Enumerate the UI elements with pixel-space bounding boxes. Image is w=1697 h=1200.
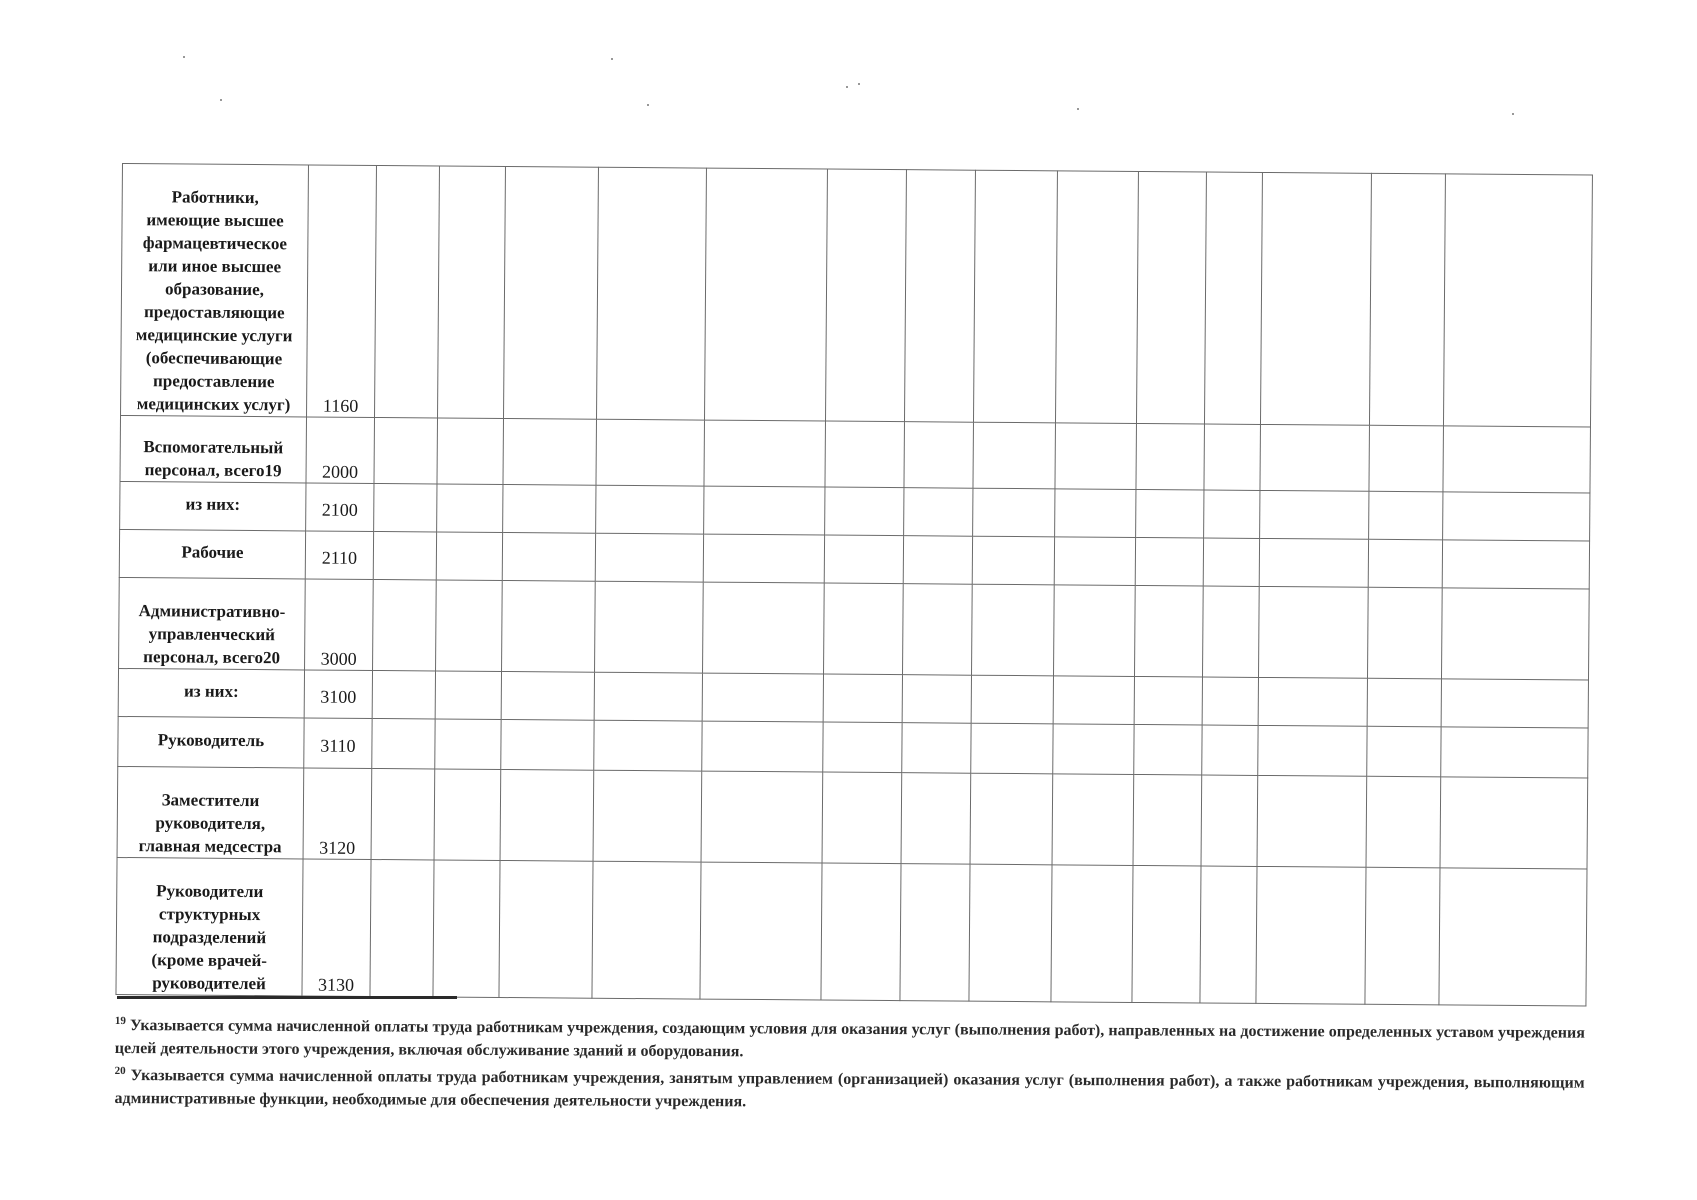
footnote-separator bbox=[117, 996, 457, 999]
row-name-cell: Руководители структурных подразделений (кроме врачей- руководителей bbox=[116, 857, 303, 995]
empty-cell bbox=[1136, 423, 1205, 490]
empty-cell bbox=[1256, 866, 1366, 1004]
empty-cell bbox=[1441, 679, 1588, 728]
empty-cell bbox=[823, 722, 902, 773]
empty-cell bbox=[903, 536, 972, 585]
empty-cell bbox=[597, 167, 707, 420]
empty-cell bbox=[904, 170, 975, 423]
empty-cell bbox=[972, 584, 1055, 676]
empty-cell bbox=[825, 421, 905, 488]
empty-cell bbox=[901, 773, 971, 865]
empty-cell bbox=[970, 773, 1053, 865]
empty-cell bbox=[825, 169, 906, 422]
row-name-cell: Рабочие bbox=[119, 529, 305, 578]
empty-cell bbox=[1204, 172, 1262, 424]
empty-cell bbox=[1260, 424, 1370, 491]
row-name-cell: Вспомогательный персонал, всего19 bbox=[120, 415, 307, 482]
empty-cell bbox=[700, 862, 822, 1000]
empty-cell bbox=[1367, 678, 1441, 727]
empty-cell bbox=[373, 531, 436, 579]
empty-cell bbox=[375, 165, 440, 417]
empty-cell bbox=[1367, 587, 1442, 679]
empty-cell bbox=[824, 535, 903, 584]
empty-cell bbox=[500, 769, 594, 861]
footnote-19 bbox=[115, 1010, 1585, 1068]
empty-cell bbox=[1443, 426, 1591, 493]
staff-table-container bbox=[115, 163, 1591, 1007]
empty-cell bbox=[904, 488, 973, 537]
empty-cell bbox=[437, 418, 504, 485]
empty-cell bbox=[902, 675, 971, 724]
empty-cell bbox=[704, 168, 827, 421]
empty-cell bbox=[1134, 585, 1203, 677]
row-name-cell: Руководитель bbox=[118, 716, 304, 767]
empty-cell bbox=[1260, 172, 1371, 425]
empty-cell bbox=[704, 486, 825, 535]
empty-cell bbox=[593, 770, 702, 862]
empty-cell bbox=[704, 420, 826, 487]
table-row bbox=[120, 415, 1590, 493]
footnotes bbox=[114, 1010, 1585, 1118]
empty-cell bbox=[370, 859, 434, 996]
scan-speck bbox=[858, 83, 860, 85]
empty-cell bbox=[973, 422, 1056, 489]
empty-cell bbox=[433, 860, 500, 998]
row-code-cell: 3000 bbox=[305, 579, 374, 671]
empty-cell bbox=[1441, 727, 1588, 778]
footnote-20-mark: 20 bbox=[114, 1064, 126, 1078]
row-name-cell: Заместители руководителя, главная медсестра bbox=[117, 766, 304, 858]
empty-cell bbox=[1442, 540, 1589, 589]
empty-cell bbox=[1133, 774, 1202, 866]
empty-cell bbox=[503, 419, 597, 486]
staff-table bbox=[115, 163, 1592, 1007]
empty-cell bbox=[1053, 724, 1134, 775]
scan-speck bbox=[220, 99, 222, 101]
empty-cell bbox=[703, 582, 825, 674]
table-row bbox=[119, 577, 1590, 680]
empty-cell bbox=[596, 485, 704, 534]
empty-cell bbox=[1204, 424, 1261, 490]
empty-cell bbox=[904, 422, 974, 489]
empty-cell bbox=[1258, 725, 1367, 776]
empty-cell bbox=[1051, 865, 1133, 1003]
empty-cell bbox=[703, 534, 824, 583]
empty-cell bbox=[1055, 423, 1137, 490]
empty-cell bbox=[595, 533, 703, 582]
empty-cell bbox=[701, 771, 823, 863]
footnote-20 bbox=[114, 1060, 1584, 1118]
row-code-cell: 1160 bbox=[307, 165, 377, 418]
empty-cell bbox=[823, 674, 902, 723]
empty-cell bbox=[1258, 677, 1367, 726]
empty-cell bbox=[1052, 774, 1134, 866]
row-code-cell: 2110 bbox=[305, 531, 373, 580]
empty-cell bbox=[973, 488, 1055, 537]
empty-cell bbox=[503, 485, 596, 534]
scan-speck bbox=[647, 104, 649, 106]
table-row bbox=[121, 164, 1593, 428]
row-code-cell: 3110 bbox=[304, 718, 372, 769]
empty-cell bbox=[502, 580, 596, 672]
empty-cell bbox=[1439, 868, 1587, 1006]
empty-cell bbox=[435, 671, 501, 720]
row-code-cell: 2100 bbox=[306, 483, 374, 532]
empty-cell bbox=[1365, 867, 1440, 1005]
empty-cell bbox=[1259, 538, 1368, 587]
empty-cell bbox=[596, 419, 705, 486]
empty-cell bbox=[903, 584, 973, 676]
scan-speck bbox=[183, 56, 185, 58]
empty-cell bbox=[1055, 489, 1136, 538]
empty-cell bbox=[1204, 490, 1260, 538]
empty-cell bbox=[435, 719, 501, 770]
empty-cell bbox=[594, 672, 702, 721]
empty-cell bbox=[594, 720, 702, 771]
empty-cell bbox=[437, 484, 503, 533]
empty-cell bbox=[1134, 724, 1202, 775]
empty-cell bbox=[1366, 776, 1441, 868]
row-code-cell: 3120 bbox=[303, 768, 372, 860]
empty-cell bbox=[501, 719, 594, 770]
row-code-cell: 3100 bbox=[304, 670, 372, 719]
empty-cell bbox=[821, 863, 901, 1001]
empty-cell bbox=[504, 167, 599, 420]
scan-speck bbox=[1512, 113, 1514, 115]
empty-cell bbox=[374, 483, 437, 531]
empty-cell bbox=[969, 864, 1052, 1002]
scan-speck bbox=[611, 58, 613, 60]
empty-cell bbox=[1441, 588, 1589, 680]
row-name-cell: Административно- управленческий персонал, всего20 bbox=[119, 577, 306, 669]
empty-cell bbox=[1203, 538, 1259, 586]
empty-cell bbox=[971, 723, 1053, 774]
empty-cell bbox=[1260, 490, 1369, 539]
empty-cell bbox=[374, 417, 438, 483]
empty-cell bbox=[822, 772, 902, 864]
empty-cell bbox=[1135, 537, 1203, 586]
empty-cell bbox=[372, 670, 435, 718]
scan-speck bbox=[1077, 108, 1079, 110]
empty-cell bbox=[1136, 171, 1206, 424]
empty-cell bbox=[502, 533, 595, 582]
empty-cell bbox=[825, 487, 904, 536]
empty-cell bbox=[501, 671, 594, 720]
empty-cell bbox=[1257, 775, 1367, 867]
empty-cell bbox=[1443, 492, 1590, 541]
empty-cell bbox=[972, 536, 1054, 585]
empty-cell bbox=[372, 718, 435, 768]
empty-cell bbox=[1132, 865, 1201, 1003]
empty-cell bbox=[902, 723, 971, 774]
empty-cell bbox=[1369, 173, 1445, 426]
empty-cell bbox=[973, 170, 1057, 423]
empty-cell bbox=[436, 532, 502, 581]
empty-cell bbox=[1201, 775, 1258, 866]
empty-cell bbox=[373, 579, 437, 670]
empty-cell bbox=[434, 769, 501, 861]
row-name-cell: из них: bbox=[120, 481, 306, 530]
empty-cell bbox=[702, 673, 823, 722]
empty-cell bbox=[702, 721, 823, 772]
empty-cell bbox=[1369, 491, 1443, 540]
empty-cell bbox=[1054, 537, 1135, 586]
empty-cell bbox=[1134, 676, 1202, 725]
empty-cell bbox=[1443, 174, 1592, 427]
empty-cell bbox=[499, 860, 593, 998]
table-row bbox=[116, 857, 1587, 1006]
empty-cell bbox=[371, 768, 435, 859]
empty-cell bbox=[1054, 585, 1136, 677]
footnote-20-text: Указывается сумма начисленной оплаты труда работникам учреждения, занятым управлением (организацией) оказания услуг (выполнения работ), а также работникам учреждения, выполняющим административные функции, необходимые для обеспечения деятельности учреждения. bbox=[114, 1067, 1585, 1111]
empty-cell bbox=[438, 166, 506, 419]
empty-cell bbox=[1136, 489, 1204, 538]
empty-cell bbox=[1258, 586, 1368, 678]
empty-cell bbox=[1055, 171, 1138, 424]
empty-cell bbox=[1200, 866, 1257, 1003]
empty-cell bbox=[1367, 726, 1441, 777]
empty-cell bbox=[1368, 539, 1442, 588]
empty-cell bbox=[1202, 586, 1259, 677]
row-code-cell: 2000 bbox=[306, 417, 375, 484]
row-name-cell: Работники, имеющие высшее фармацевтическое или иное высшее образование, предоставляющие медицинские услуги (обеспечивающие предоставление медицинских услуг) bbox=[121, 164, 309, 417]
empty-cell bbox=[1369, 425, 1444, 492]
row-code-cell: 3130 bbox=[302, 859, 371, 997]
empty-cell bbox=[1440, 777, 1588, 869]
footnote-19-text: Указывается сумма начисленной оплаты труда работникам учреждения, создающим условия для оказания услуг (выполнения работ), направленных на достижение определенных уставом учреждения целей деятельности этого учреждения, включая обслуживание зданий и оборудования. bbox=[114, 1017, 1585, 1061]
row-name-cell: из них: bbox=[118, 668, 304, 717]
footnote-19-mark: 19 bbox=[114, 1014, 126, 1028]
empty-cell bbox=[595, 581, 704, 673]
table-row bbox=[117, 766, 1588, 869]
empty-cell bbox=[592, 861, 701, 999]
scan-speck bbox=[846, 86, 848, 88]
empty-cell bbox=[1202, 725, 1258, 775]
empty-cell bbox=[436, 580, 503, 672]
empty-cell bbox=[824, 583, 904, 675]
empty-cell bbox=[1053, 676, 1134, 725]
empty-cell bbox=[900, 864, 970, 1002]
empty-cell bbox=[971, 675, 1053, 724]
empty-cell bbox=[1202, 677, 1258, 725]
